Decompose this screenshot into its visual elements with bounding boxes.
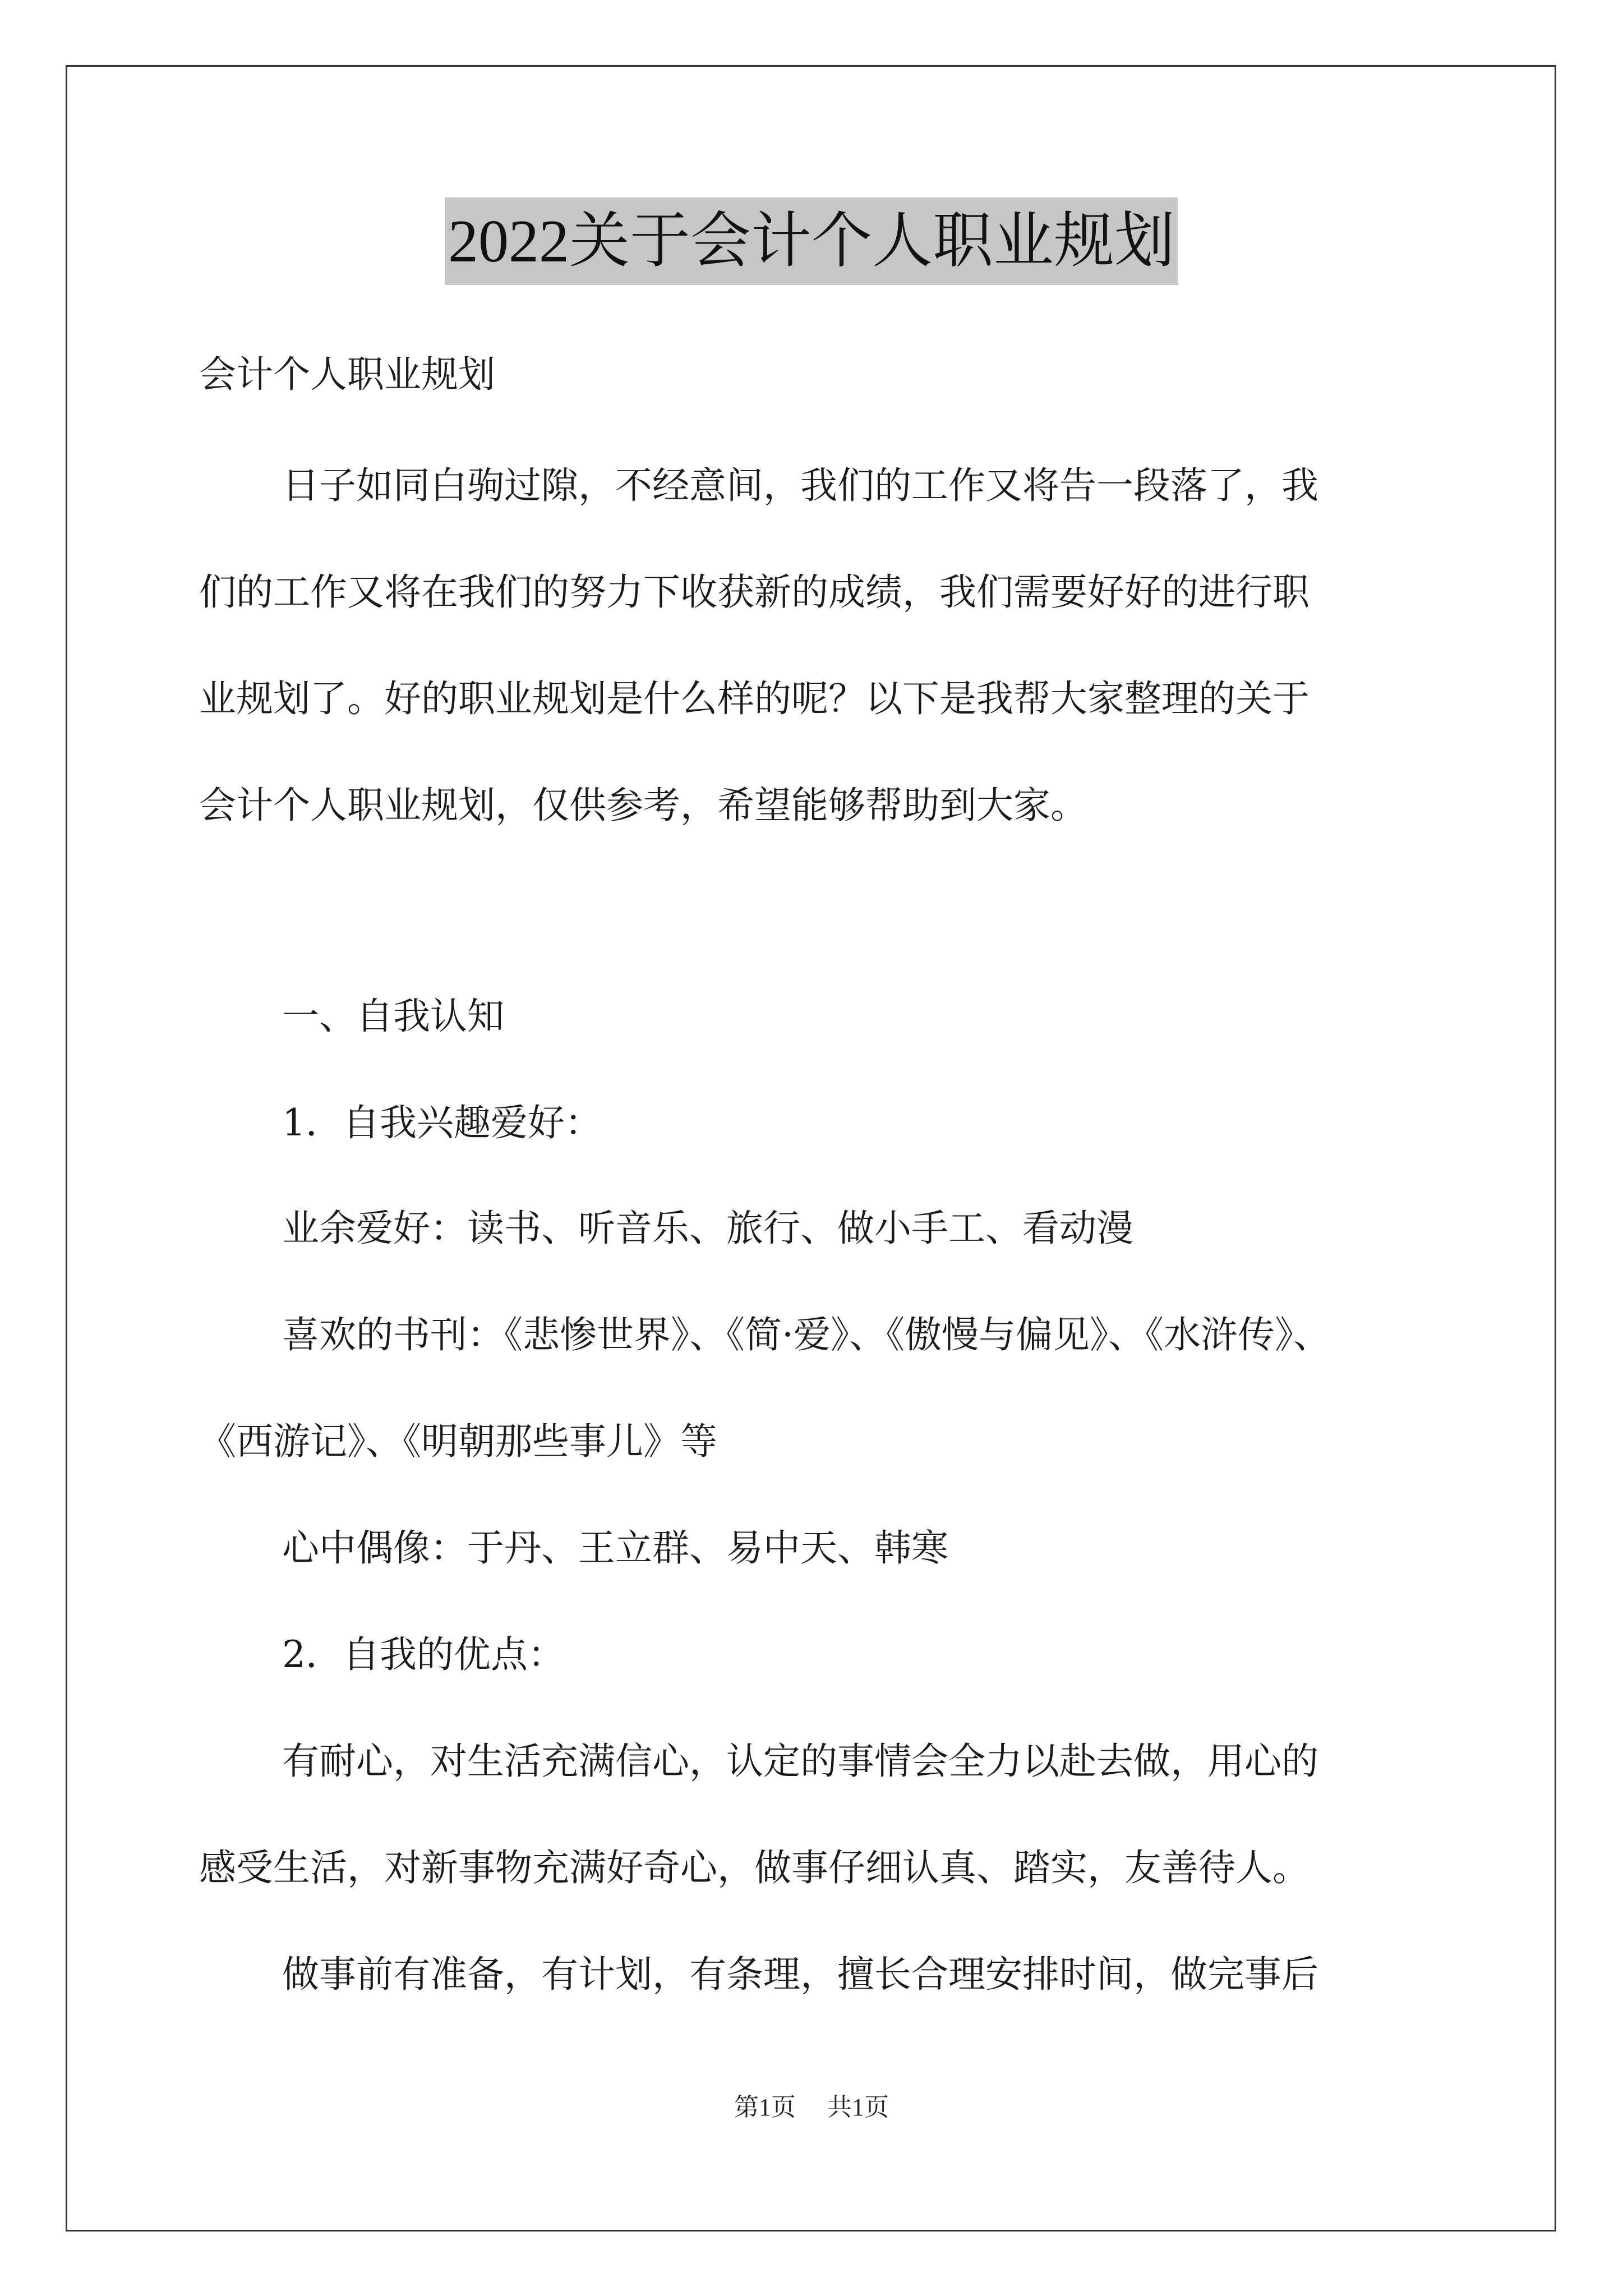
strengths-line: 做事前有准备，有计划，有条理，擅长合理安排时间，做完事后: [282, 1953, 1318, 1996]
strengths-line: 感受生活，对新事物充满好奇心，做事仔细认真、踏实，友善待人。: [199, 1846, 1310, 1889]
intro-line: 日子如同白驹过隙，不经意间，我们的工作又将告一段落了，我: [282, 464, 1318, 507]
page-number: 第1页: [734, 2093, 796, 2121]
intro-line: 们的工作又将在我们的努力下收获新的成绩，我们需要好好的进行职: [199, 570, 1310, 614]
document-title: 2022关于会计个人职业规划: [445, 197, 1178, 285]
item-heading: 1．自我兴趣爱好：: [282, 1101, 602, 1144]
page-footer: [0, 2087, 1623, 2123]
books-line: 《西游记》、《明朝那些事儿》等: [199, 1420, 717, 1463]
section-heading: 一、自我认知: [282, 995, 504, 1038]
books-line: 喜欢的书刊：《悲惨世界》、《简·爱》、《傲慢与偏见》、《水浒传》、: [282, 1313, 1330, 1356]
intro-line: 会计个人职业规划，仅供参考，希望能够帮助到大家。: [199, 784, 1087, 827]
idols-line: 心中偶像：于丹、王立群、易中天、韩寒: [282, 1526, 948, 1570]
hobbies-line: 业余爱好：读书、听音乐、旅行、做小手工、看动漫: [282, 1207, 1133, 1250]
document-subtitle: 会计个人职业规划: [199, 353, 495, 396]
item-heading: 2．自我的优点：: [282, 1633, 565, 1676]
strengths-line: 有耐心，对生活充满信心，认定的事情会全力以赴去做，用心的: [282, 1740, 1318, 1783]
title-container: [0, 197, 1623, 285]
page-total: 共1页: [827, 2093, 889, 2121]
intro-line: 业规划了。好的职业规划是什么样的呢？以下是我帮大家整理的关于: [199, 677, 1310, 720]
